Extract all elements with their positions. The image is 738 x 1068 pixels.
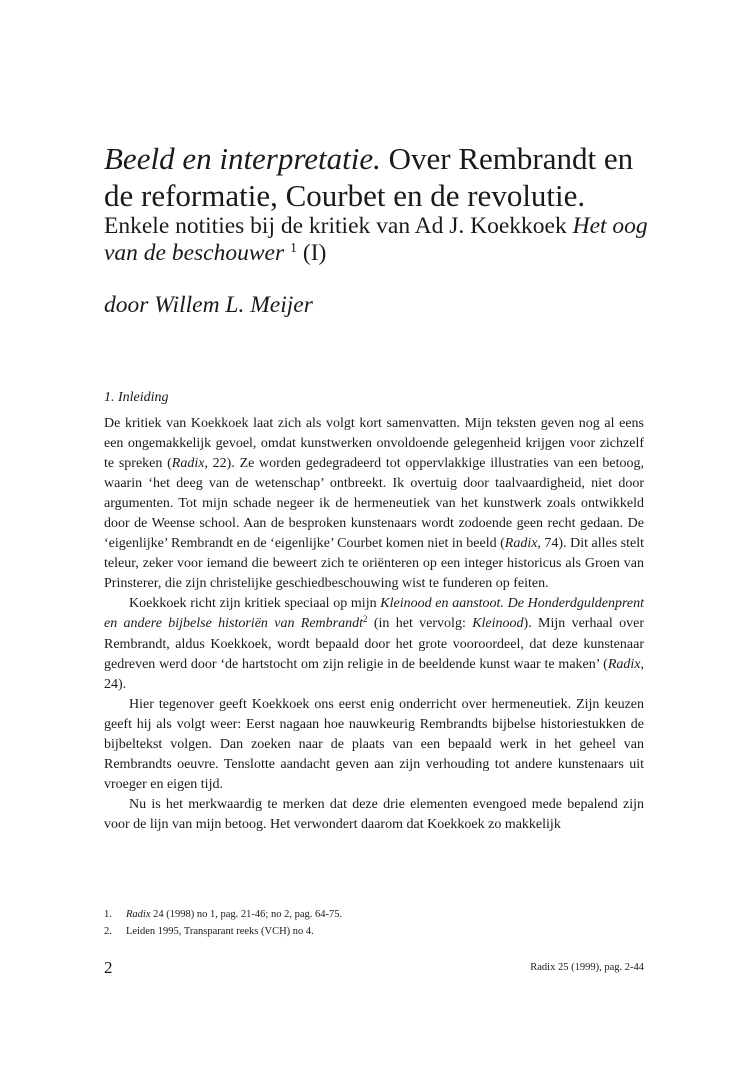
p1-text-e: , 74). Dit alles stelt teleur, zeker voor iemand die beweert zich te oriënteren op een integer historicus als Groen van Prinsterer, die zijn christelijke geschiedbeschouwing wist te funderen op feiten. (104, 536, 644, 592)
p2-text-a: Koekkoek richt zijn kritiek speciaal op mijn (129, 596, 381, 612)
footnote-ref-2[interactable]: 2 (363, 614, 368, 625)
p2-text-c: (in het vervolg: (367, 616, 473, 632)
subtitle-plain: Enkele notities bij de kritiek van Ad J. Koekkoek (104, 213, 573, 239)
section-heading: 1. Inleiding (104, 390, 169, 405)
footnote-number: 1. (104, 909, 112, 920)
subtitle-part: (I) (297, 240, 327, 266)
footnote-text (126, 923, 314, 940)
running-footer: Radix 25 (1999), pag. 2-44 (530, 962, 644, 973)
article-title (104, 140, 649, 214)
paragraph-2 (104, 594, 644, 694)
p2-book-title: Kleinood en aanstoot. De Honderdguldenprent en andere bijbelse historiën van Rembrandt (104, 596, 644, 632)
paragraph-3: Hier tegenover geeft Koekkoek ons eerst enig onderricht over hermeneutiek. Zijn keuzen geeft hij als volgt weer: Eerst nagaan hoe nauwkeurig Rembrandts bijbelse historiestukken de bijbeltekst volgen. Dan zoeken naar de plaats van een bepaald werk in het geheel van Rembrandts oeuvre. Tenslotte aandacht geven aan zijn verhouding tot andere kunstenaars uit vroeger en eigen tijd. (104, 696, 644, 792)
page-number: 2 (104, 958, 113, 977)
p2-short-title: Kleinood (472, 616, 524, 632)
footnotes (104, 906, 644, 940)
p1-citation-radix-2: Radix (504, 536, 538, 552)
title-rest: Over Rembrandt en de reformatie, Courbet en de revolutie. (104, 141, 634, 213)
footnote-number: 2. (104, 926, 112, 937)
paragraph-1 (104, 414, 644, 594)
footnote-ref-1[interactable]: 1 (290, 241, 297, 256)
p1-text-c: , 22). Ze worden gedegradeerd tot oppervlakkige illustraties van een betoog, waarin ‘het deeg van de wetenschap’ ontbreekt. Ik overtuig door taalvaardigheid, niet door argumenten. Tot mijn schade negeer ik de hermeneutiek van het kunstwerk zoals ontwikkeld door de Weense school. Aan de besproken kunstenaars wordt zodoende geen recht gedaan. De ‘eigenlijke’ Rembrandt en de ‘eigenlijke’ Courbet komen niet in beeld ( (104, 456, 644, 552)
footnote-1 (104, 906, 644, 923)
body-text (104, 414, 644, 835)
subtitle-book-title: Het oog van de beschouwer (104, 213, 648, 266)
footnote-text (126, 906, 342, 923)
author-byline: door Willem L. Meijer (104, 292, 313, 318)
paragraph-4: Nu is het merkwaardig te merken dat deze drie elementen evengoed mede bepalend zijn voor de lijn van mijn betoog. Het verwondert daarom dat Koekkoek zo makkelijk (104, 796, 644, 832)
article-subtitle (104, 213, 649, 267)
footnote-2 (104, 923, 644, 940)
footnote-2-details: Leiden 1995, Transparant reeks (VCH) no 4. (126, 926, 314, 937)
p2-citation-radix: Radix (607, 656, 641, 672)
footnote-1-journal: Radix (126, 909, 151, 920)
p1-citation-radix: Radix (171, 456, 205, 472)
p1-text-a: De kritiek van Koekkoek laat zich als volgt kort samenvatten. Mijn teksten geven nog al eens een ongemakkelijk gevoel, omdat kunstwerken onvoldoende gelegenheid krijgen voor zichzelf te spreken ( (104, 416, 644, 472)
footnote-1-details: 24 (1998) no 1, pag. 21-46; no 2, pag. 64-75. (150, 909, 343, 920)
p2-text-g: , 24). (104, 656, 644, 692)
title-italic: Beeld en interpretatie. (104, 141, 381, 176)
p2-text-e: ). Mijn verhaal over Rembrandt, aldus Koekkoek, wordt bepaald door het grote vooroordeel, dat deze kunstenaar gedreven werd door ‘de hartstocht om zijn religie in de beeldende kunst waar te maken’ ( (104, 616, 645, 672)
